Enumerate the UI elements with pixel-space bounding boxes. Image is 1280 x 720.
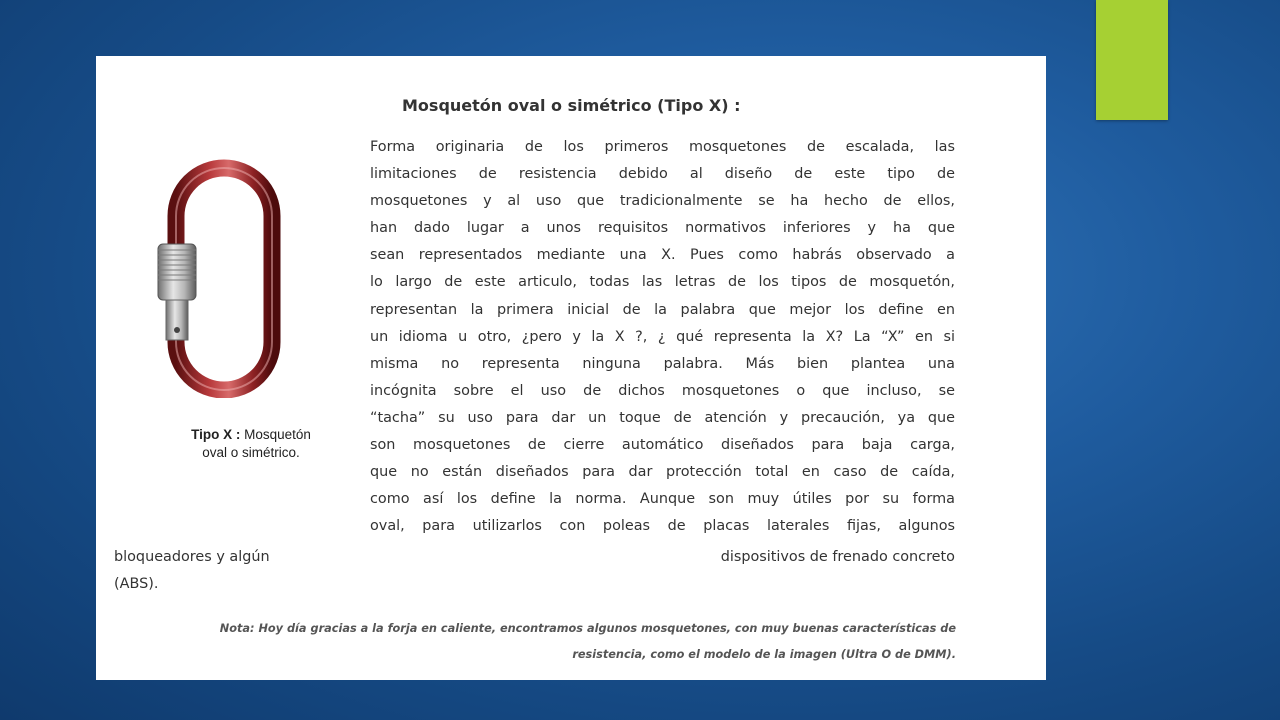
body-line: Forma originaria de los primeros mosquetones de escalada, las xyxy=(370,139,955,155)
body-line: representan la primera inicial de la palabra que mejor los define en xyxy=(370,301,955,318)
body-line: han dado lugar a unos requisitos normativos inferiores y ha que xyxy=(370,220,955,237)
body-line: “tacha” su uso para dar un toque de atención y precaución, ya que xyxy=(370,409,955,426)
body-line: misma no representa ninguna palabra. Más bien plantea una xyxy=(370,355,955,372)
tail-left-line2: (ABS). xyxy=(114,576,159,593)
caption-line2: oval o simétrico. xyxy=(202,445,300,460)
caption-bold: Tipo X : xyxy=(191,427,241,442)
body-tail-right: dispositivos de frenado concreto xyxy=(720,549,955,565)
body-line: oval, para utilizarlos con poleas de placas laterales fijas, algunos xyxy=(370,518,955,535)
section-title: Mosquetón oval o simétrico (Tipo X) : xyxy=(402,96,741,115)
body-line: mosquetones y al uso que tradicionalmente se ha hecho de ellos, xyxy=(370,193,955,210)
body-line: que no están diseñados para dar protección total en caso de caída, xyxy=(370,464,955,481)
body-line: como así los define la norma. Aunque son muy útiles por su forma xyxy=(370,491,955,508)
body-line: incógnita sobre el uso de dichos mosquetones o que incluso, se xyxy=(370,382,955,399)
document-image xyxy=(96,56,1046,680)
tail-left-line1: bloqueadores y algún xyxy=(114,549,270,565)
body-line: limitaciones de resistencia debido al diseño de este tipo de xyxy=(370,166,955,183)
body-tail-left xyxy=(114,544,270,598)
note-text xyxy=(156,616,956,668)
body-line: sean representados mediante una X. Pues como habrás observado a xyxy=(370,247,955,264)
body-paragraph xyxy=(370,134,955,540)
body-line: lo largo de este articulo, todas las letras de los tipos de mosquetón, xyxy=(370,274,955,291)
image-caption xyxy=(136,426,366,462)
accent-bar xyxy=(1096,0,1168,120)
body-line: un idioma u otro, ¿pero y la X ?, ¿ qué representa la X? La “X” en si xyxy=(370,328,955,345)
body-line: son mosquetones de cierre automático diseñados para baja carga, xyxy=(370,437,955,454)
carabiner-image xyxy=(136,158,306,398)
note-line2: resistencia, como el modelo de la imagen (Ultra O de DMM). xyxy=(572,648,956,661)
caption-line1-rest: Mosquetón xyxy=(240,427,311,442)
note-line1: Nota: Hoy día gracias a la forja en caliente, encontramos algunos mosquetones, con muy buenas características de xyxy=(219,622,956,635)
